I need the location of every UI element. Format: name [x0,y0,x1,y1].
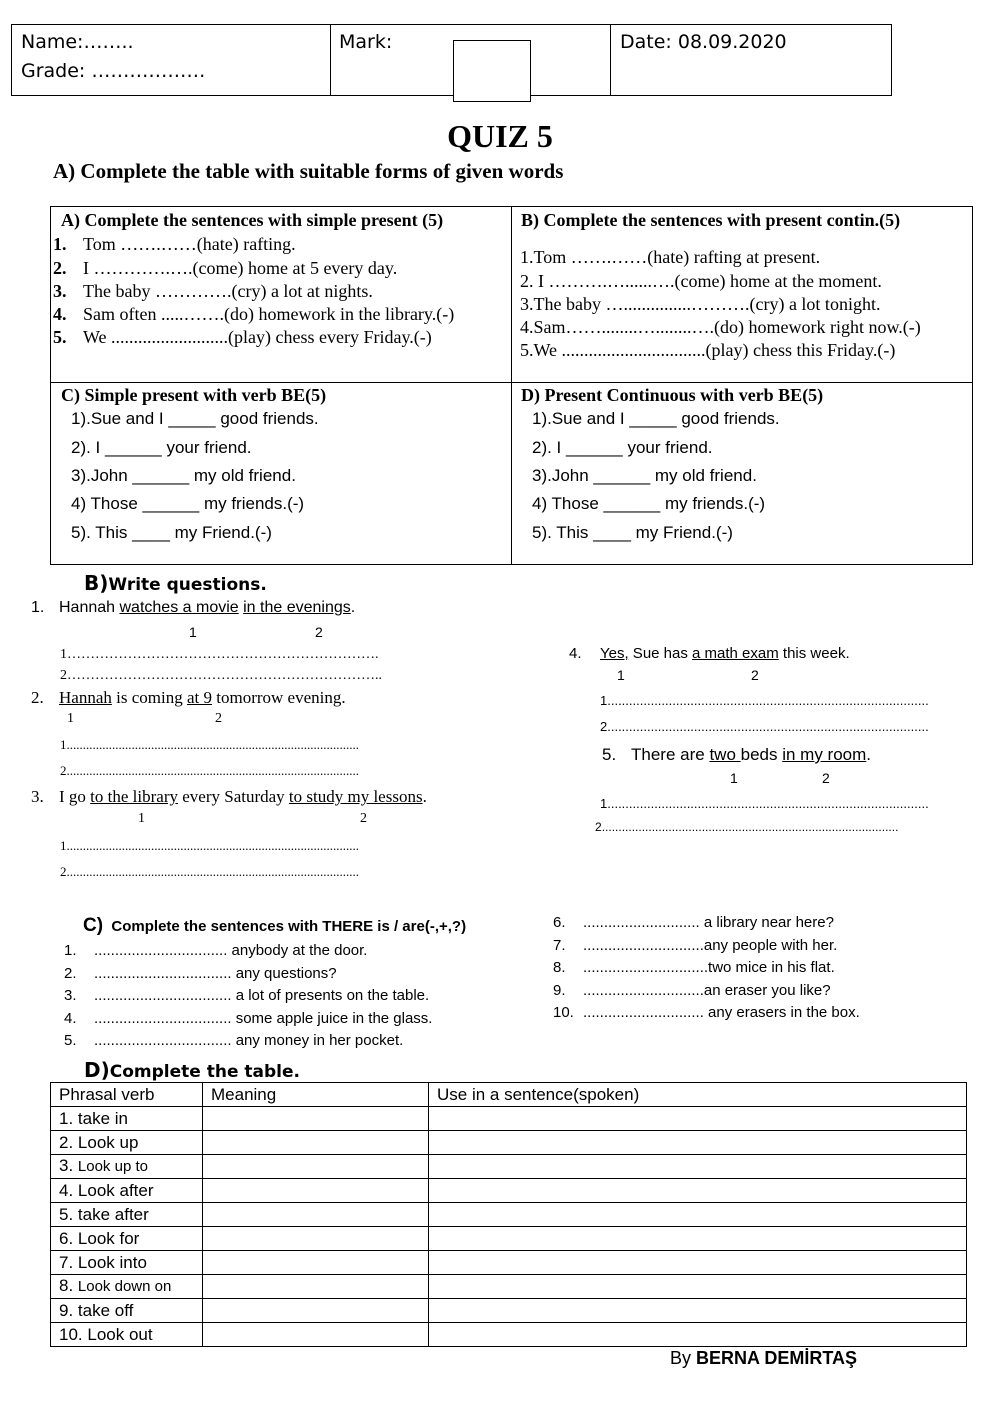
underline-mark: 2 [215,711,222,726]
list-item: 4. ................................. some apple juice in the glass. [64,1010,433,1027]
meaning-cell[interactable] [203,1299,429,1323]
list-item: 2. I ……….…......….(come) home at the moment. [520,271,882,291]
meaning-cell[interactable] [203,1251,429,1275]
list-item: 5. ................................. any money in her pocket. [64,1032,404,1049]
table-row [51,1251,967,1275]
verb-cell: 9. take off [51,1299,203,1323]
sentence-cell[interactable] [429,1179,967,1203]
list-item: 6. ............................ a library near here? [553,914,834,931]
list-item: 2. I ………….….(come) home at 5 every day. [53,258,398,278]
table-row [51,1203,967,1227]
table-row [51,1299,967,1323]
column-header: Meaning [203,1083,429,1107]
column-header: Use in a sentence(spoken) [429,1083,967,1107]
list-item: 1).Sue and I _____ good friends. [532,409,780,428]
table-row [51,1179,967,1203]
section-c-heading: C) Complete the sentences with THERE is / are(-,+,?) [83,915,467,936]
meaning-cell[interactable] [203,1155,429,1179]
table-row [51,1323,967,1347]
verb-cell: 6. Look for [51,1227,203,1251]
question-2: 2. Hannah is coming at 9 tomorrow evening. [31,688,346,707]
underline-mark: 2 [751,667,759,683]
section-b-heading: B)Write questions. [84,571,267,595]
answer-line[interactable]: 2.......................................................................................... [60,763,359,778]
answer-line[interactable]: 2.......................................................................................... [60,864,359,879]
underline-mark: 1 [617,667,625,683]
list-item: 7. .............................any people with her. [553,937,838,954]
meaning-cell[interactable] [203,1275,429,1299]
list-item: 2. ................................. any questions? [64,965,337,982]
grid-d-heading: D) Present Continuous with verb BE(5) [521,385,824,405]
table-row [51,1131,967,1155]
author-credit: By BERNA DEMİRTAŞ [670,1348,858,1368]
table-row [51,1155,967,1179]
verb-cell: 7. Look into [51,1251,203,1275]
list-item: 1. Tom …….……(hate) rafting. [53,234,296,254]
answer-line[interactable]: 2......................................................................................... [600,719,929,734]
list-item: 3. The baby ………….(cry) a lot at nights. [53,281,373,301]
verb-cell: 10. Look out [51,1323,203,1347]
list-item: 3. ................................. a lot of presents on the table. [64,987,430,1004]
underline-mark: 1 [730,770,738,786]
sentence-cell[interactable] [429,1275,967,1299]
section-d-heading: D)Complete the table. [84,1058,300,1082]
underline-mark: 1 [189,624,197,640]
answer-line[interactable]: 1......................................................................................... [600,693,929,708]
date-cell [611,25,891,95]
mark-box[interactable] [453,40,531,102]
meaning-cell[interactable] [203,1179,429,1203]
name-grade-cell [12,25,331,95]
meaning-cell[interactable] [203,1107,429,1131]
sentence-cell[interactable] [429,1299,967,1323]
list-item: 1.Tom …….……(hate) rafting at present. [520,247,821,267]
list-item: 1).Sue and I _____ good friends. [71,409,319,428]
meaning-cell[interactable] [203,1323,429,1347]
list-item: 4) Those ______ my friends.(-) [71,494,305,513]
answer-line[interactable]: 1.......................................................................................... [60,838,359,853]
list-item: 2). I ______ your friend. [71,438,252,457]
question-1: 1. Hannah watches a movie in the evenings. [31,599,356,616]
list-item: 5. We ..........................(play) chess every Friday.(-) [53,327,432,347]
list-item: 2). I ______ your friend. [532,438,713,457]
list-item: 3.The baby …...............……….(cry) a lot tonight. [520,294,881,314]
verb-cell: 1. take in [51,1107,203,1131]
answer-line[interactable]: 2......................................................................................... [595,820,899,834]
list-item: 8. ..............................two mice in his flat. [553,959,835,976]
date-label: Date: 08.09.2020 [620,31,787,53]
table-row [51,1227,967,1251]
column-header: Phrasal verb [51,1083,203,1107]
underline-mark: 1 [138,811,145,826]
grade-field[interactable]: Grade: ……………… [21,60,206,82]
table-row [51,1275,967,1299]
grid-c-heading: C) Simple present with verb BE(5) [61,385,327,405]
phrasal-verb-table [50,1082,967,1347]
list-item: 3).John ______ my old friend. [532,466,757,485]
verb-cell: 4. Look after [51,1179,203,1203]
table-row [51,1107,967,1131]
verb-cell: 2. Look up [51,1131,203,1155]
underline-mark: 2 [360,811,367,826]
underline-mark: 1 [67,711,74,726]
meaning-cell[interactable] [203,1131,429,1155]
mark-label: Mark: [339,31,393,53]
list-item: 5). This ____ my Friend.(-) [532,523,733,542]
exercise-grid [50,206,973,565]
question-5: 5. There are two beds in my room. [602,745,872,764]
answer-line[interactable]: 2………………………………………………………….. [60,668,382,683]
list-item: 5). This ____ my Friend.(-) [71,523,272,542]
meaning-cell[interactable] [203,1203,429,1227]
list-item: 5.We ................................(play) chess this Friday.(-) [520,340,896,360]
list-item: 10. ............................. any erasers in the box. [553,1004,860,1021]
list-item: 4. Sam often .....…….(do) homework in the library.(-) [53,304,455,324]
page-title: QUIZ 5 [447,118,553,154]
sentence-cell[interactable] [429,1107,967,1131]
answer-line[interactable]: 1......................................................................................... [600,796,929,811]
question-4: 4. Yes, Sue has a math exam this week. [569,645,850,662]
verb-cell: 5. take after [51,1203,203,1227]
sentence-cell[interactable] [429,1155,967,1179]
list-item: 9. .............................an eraser you like? [553,982,831,999]
answer-line[interactable]: 1…………………………………………………………. [60,647,379,662]
page-subtitle: A) Complete the table with suitable forms of given words [53,159,564,183]
question-3: 3. I go to the library every Saturday to study my lessons. [31,787,427,806]
grid-b-heading: B) Complete the sentences with present contin.(5) [521,210,901,230]
underline-mark: 2 [315,624,323,640]
grid-a-heading: A) Complete the sentences with simple present (5) [61,210,444,230]
table-header-row [51,1083,967,1107]
verb-cell: 3. Look up to [51,1155,203,1179]
list-item: 1. ................................ anybody at the door. [64,942,368,959]
verb-cell: 8. Look down on [51,1275,203,1299]
sentence-cell[interactable] [429,1227,967,1251]
sentence-cell[interactable] [429,1203,967,1227]
name-field[interactable]: Name:…….. [21,31,134,53]
list-item: 3).John ______ my old friend. [71,466,296,485]
underline-mark: 2 [822,770,830,786]
meaning-cell[interactable] [203,1227,429,1251]
sentence-cell[interactable] [429,1323,967,1347]
sentence-cell[interactable] [429,1251,967,1275]
list-item: 4) Those ______ my friends.(-) [532,494,766,513]
answer-line[interactable]: 1.......................................................................................... [60,737,359,752]
sentence-cell[interactable] [429,1131,967,1155]
list-item: 4.Sam……........…........….(do) homework right now.(-) [520,317,921,337]
header-box [11,24,892,96]
